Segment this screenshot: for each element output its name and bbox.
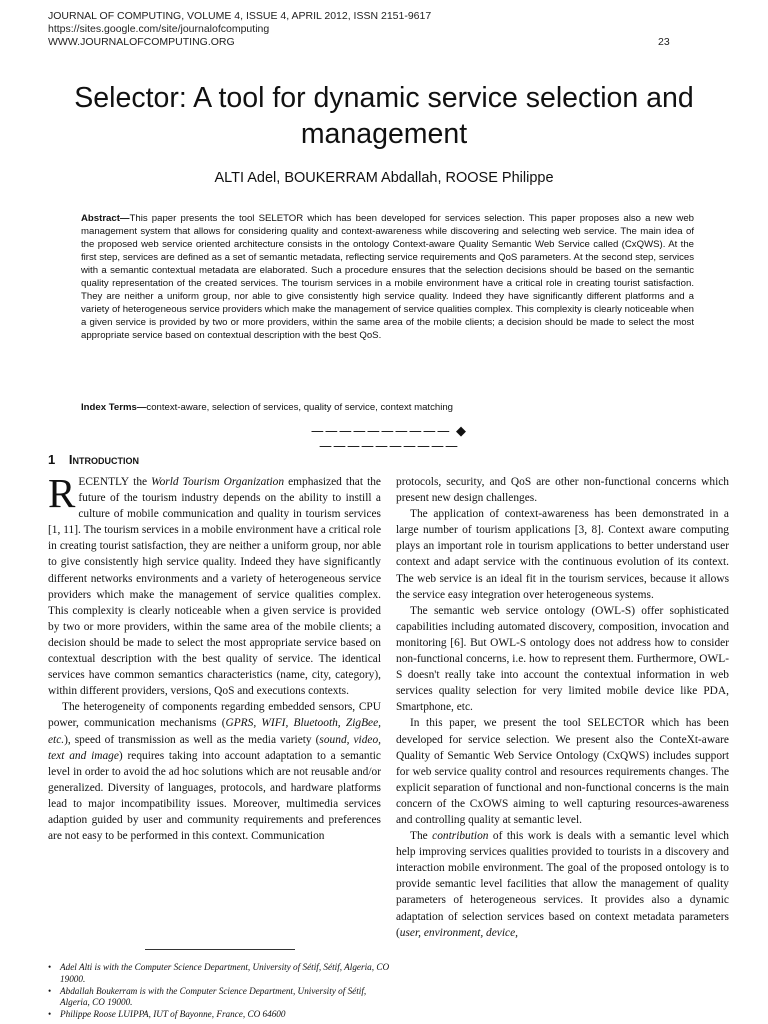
section-title: Introduction	[68, 452, 139, 467]
paper-title: Selector: A tool for dynamic service selection and management	[74, 82, 694, 150]
abstract-label: Abstract	[81, 213, 120, 224]
abstract-dash: —	[119, 213, 130, 224]
footnote-rule	[145, 949, 295, 950]
organization-name: World Tourism Organization	[151, 476, 285, 488]
section-heading	[48, 452, 139, 467]
author-list: ALTI Adel, BOUKERRAM Abdallah, ROOSE Philippe	[214, 170, 554, 186]
footnote-item: • Adel Alti is with the Computer Science Department, University of Sétif, Sétif, Algeria, CO 19000.	[48, 962, 390, 986]
intro-paragraph-6: In this paper, we present the tool SELECTOR which has been developed for service selection. We present also the ConteXt-aware Quality of Semantic Web Service Ontology (CxQWS) includes support for web service quality control and resources requirements changes. The explicit separation of functional and non-functional concerns is the main concern of the CxOWS aiming to well capturing resources-awareness and controlling quality at semantic level.	[396, 717, 729, 826]
index-terms	[81, 401, 694, 414]
index-terms-dash: —	[136, 402, 147, 413]
running-header	[48, 10, 608, 49]
intro-paragraph-2: The heterogeneity of components regarding embedded sensors, CPU power, communication mechanisms (GPRS, WIFI, Bluetooth, ZigBee, etc.), speed of transmission as well as the media variety (sound, video, text and image) requires taking into account adaptation to a semantic level in order to avoid the ad hoc solutions which are not reusable and/or generalized. Diversity of languages, protocols, and hardware platforms lead to major incompatibility issues. Moreover, multimedia services adaption guided by user and community requirements and preferences are not easy to be performed in this context. Communication	[48, 701, 381, 843]
footnote-item: • Philippe Roose LUIPPA, IUT of Bayonne, France, CO 64600	[48, 1009, 390, 1021]
abstract	[81, 212, 694, 342]
index-terms-text: context-aware, selection of services, quality of service, context matching	[146, 402, 454, 413]
abstract-text: This paper presents the tool SELETOR which has been developed for services selection. This paper proposes also a new web management system that allows for considering quality and context-awareness while discovering and selecting web service. The main idea of the proposed web service oriented architecture consists in the ontology Context-aware Quality Semantic Web Service called (CxQWS). At the first step, services are defined as a set of semantic metadata, reflecting service requirements and QoS parameters. At the second step, services with a semantic contextual metadata are elaborated. Such a procedure ensures that the selection decisions should be based on the semantic quality representation of the created services. The tourism services in a mobile environment have a critical role in creating tourist satisfaction. They are neither a uniform group, nor able to give consistently high service quality. Indeed they have significantly different platforms and a variety of heterogeneous service providers which make the management of service qualities complex. This complexity is clearly noticeable when a given service is provided by two or more providers, within the same area of the mobile clients; a decision should be made to select the most appropriate service based on contextual description with the best QoS.	[81, 213, 694, 341]
intro-paragraph-4: The application of context-awareness has been demonstrated in a large number of tourism applications [3, 8]. Context aware computing plays an important role in tourism applications to better understand user context and adapt service with the continuous evolution of its context. The web service is an ideal fit in the tourism services, because it allows the service easy integration over heterogeneous systems.	[396, 508, 729, 601]
right-column	[396, 474, 729, 941]
index-terms-label: Index Terms	[81, 402, 137, 413]
intro-paragraph-3: protocols, security, and QoS are other non-functional concerns which present new design challenges.	[396, 476, 729, 505]
intro-paragraph-1: RECENTLY the World Tourism Organization emphasized that the future of the tourism industry depends on the ability to instill a culture of mobile communication and quality in tourism services [1, 11]. The tourism services in a mobile environment have a critical role in creating tourist satisfaction, they are neither a uniform group, nor able to give consistently high service quality. Indeed they have significantly different networks environments and a variety of heterogeneous service providers which make the management of service qualities complex. This complexity is clearly noticeable when a given service is provided by two or more providers, within the same area of the mobile clients; a decision should be made to select the most appropriate service based on contextual description with the best quality of service. The identical services have common semantics characteristics (name, city, category), within different providers, versions, QoS and executions contexts.	[48, 470, 381, 698]
journal-website[interactable]: WWW.JOURNALOFCOMPUTING.ORG	[48, 36, 235, 48]
intro-paragraph-5: The semantic web service ontology (OWL-S) offer sophisticated capabilities including automated discovery, composition, invocation and monitoring [6]. But OWL-S ontology does not address how to consider non-functional concerns, i.e. how to represent them. Furthermore, OWL-S doesn't really take into account the contextual information in web services quality selection for very limited mobile device like PDA, Smartphone, etc.	[396, 604, 729, 714]
left-column	[48, 470, 381, 844]
footnote-item: • Abdallah Boukerram is with the Computer Science Department, University of Sétif, Algeria, CO 19000.	[48, 986, 390, 1010]
footnotes	[48, 962, 390, 1021]
drop-cap: R	[48, 470, 76, 516]
intro-paragraph-7: The contribution of this work is deals with a semantic level which help improving services qualities provided to tourists in a discovery and interaction mobile environment. The goal of the proposed ontology is to provide semantic level facilities that allow the management of quality parameters of heterogeneous services. It provides also a dynamic adaptation of selection services based on context metadata parameters (user, environment, device,	[396, 830, 729, 939]
page-number: 23	[658, 36, 670, 48]
journal-line: JOURNAL OF COMPUTING, VOLUME 4, ISSUE 4, APRIL 2012, ISSN 2151-9617	[48, 10, 432, 22]
journal-url[interactable]: https://sites.google.com/site/journalofcomputing	[48, 23, 270, 35]
section-divider: —————————— ◆ ——————————	[310, 424, 468, 454]
section-number: 1	[48, 452, 56, 467]
